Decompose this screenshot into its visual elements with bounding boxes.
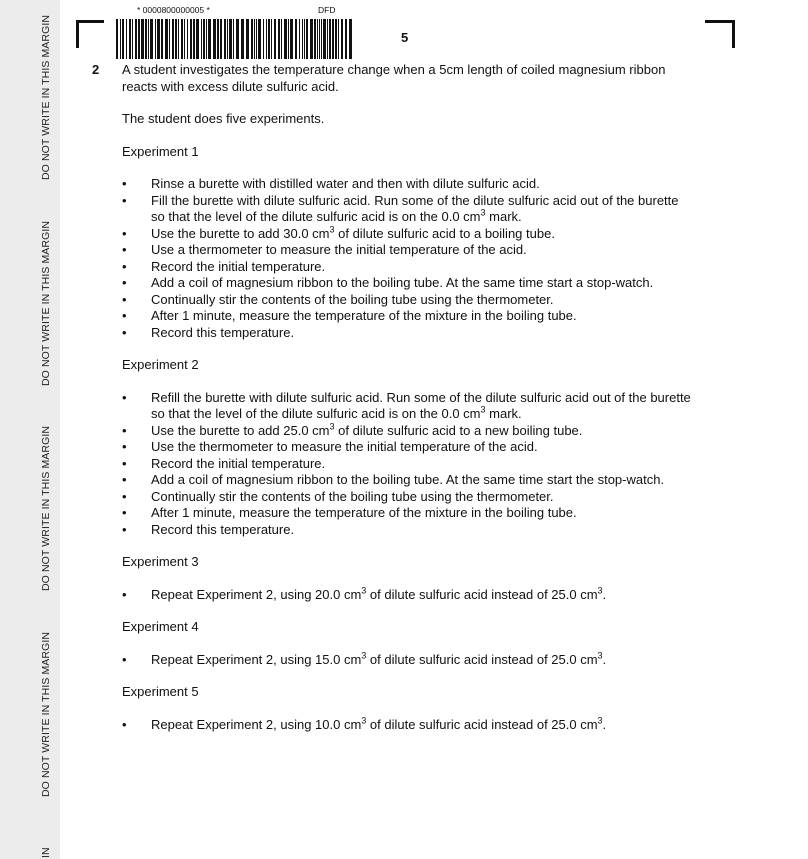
page-number: 5 (401, 30, 409, 45)
list-item: • Repeat Experiment 2, using 15.0 $cm^3$ of dilute sulfuric acid instead of 25.0 $cm^3$. (122, 650, 607, 667)
list-item: • Repeat Experiment 2, using 20.0 $cm^3$ of dilute sulfuric acid instead of 25.0 $cm^3$. (122, 585, 607, 602)
list-item: • Repeat Experiment 2, using 10.0 $cm^3$ of dilute sulfuric acid instead of 25.0 $cm^3$. (122, 715, 607, 732)
experiment-4-title: Experiment 4 (122, 619, 199, 634)
corner-mark-top-left (76, 20, 104, 48)
question-intro-line-1: A student investigates the temperature change when a 5cm length of coiled magnesium ribbon (122, 62, 666, 77)
list-item: • Continually stir the contents of the boiling tube using the thermometer. (122, 291, 554, 307)
list-item: • Use the thermometer to measure the initial temperature of the acid. (122, 439, 538, 454)
experiment-1-steps (122, 176, 722, 341)
list-item: • Continually stir the contents of the boiling tube using the thermometer. (122, 488, 554, 504)
barcode-number: * 0000800000005 * (137, 5, 210, 15)
margin-strip (0, 0, 60, 859)
list-item: • Fill the burette with dilute sulfuric acid. Run some of the dilute sulfuric acid out of the burette so that the level of the dilute sulfuric acid is on the 0.0 $cm^3$ mark. (122, 192, 679, 224)
corner-mark-top-right (705, 20, 735, 48)
experiment-2-steps (122, 390, 722, 539)
margin-warning-1: DO NOT WRITE IN THIS MARGIN (40, 14, 52, 180)
list-item: • Use a thermometer to measure the initial temperature of the acid. (122, 242, 527, 257)
barcode-code: DFD (318, 5, 336, 15)
question-statement: The student does five experiments. (122, 111, 325, 126)
list-item: • After 1 minute, measure the temperature of the mixture in the boiling tube. (122, 308, 577, 323)
question-body (122, 62, 722, 733)
margin-warning-3: DO NOT WRITE IN THIS MARGIN (40, 425, 52, 591)
list-item: • Use the burette to add 30.0 $cm^3$ of dilute sulfuric acid to a boiling tube. (122, 224, 555, 241)
list-item: • Record this temperature. (122, 324, 295, 340)
margin-warning-2: DO NOT WRITE IN THIS MARGIN (40, 220, 52, 386)
barcode-image (116, 19, 353, 59)
experiment-5-title: Experiment 5 (122, 684, 199, 699)
experiment-3-steps (122, 587, 722, 604)
list-item: • Rinse a burette with distilled water and then with dilute sulfuric acid. (122, 176, 540, 191)
experiment-4-steps (122, 652, 722, 669)
experiment-2-title: Experiment 2 (122, 357, 199, 372)
list-item: • Record the initial temperature. (122, 455, 326, 471)
list-item: • Use the burette to add 25.0 $cm^3$ of dilute sulfuric acid to a new boiling tube. (122, 421, 583, 438)
list-item: • Record the initial temperature. (122, 258, 326, 274)
list-item: • After 1 minute, measure the temperature of the mixture in the boiling tube. (122, 505, 577, 520)
experiment-1-title: Experiment 1 (122, 143, 199, 159)
question-number: 2 (92, 62, 100, 77)
experiment-5-steps (122, 717, 722, 734)
question-intro-line-2: reacts with excess dilute sulfuric acid. (122, 78, 339, 94)
list-item: • Record this temperature. (122, 521, 295, 537)
list-item: • Add a coil of magnesium ribbon to the boiling tube. At the same time start a stop-watch. (122, 275, 654, 290)
list-item: • Refill the burette with dilute sulfuric acid. Run some of the dilute sulfuric acid out of the burette so that the level of the dilute sulfuric acid is on the 0.0 $cm^3$ mark. (122, 389, 691, 421)
list-item: • Add a coil of magnesium ribbon to the boiling tube. At the same time start the stop-watch. (122, 472, 665, 487)
margin-warning-partial: IN (40, 847, 52, 858)
margin-warning-4: DO NOT WRITE IN THIS MARGIN (40, 631, 52, 797)
experiment-3-title: Experiment 3 (122, 554, 199, 569)
